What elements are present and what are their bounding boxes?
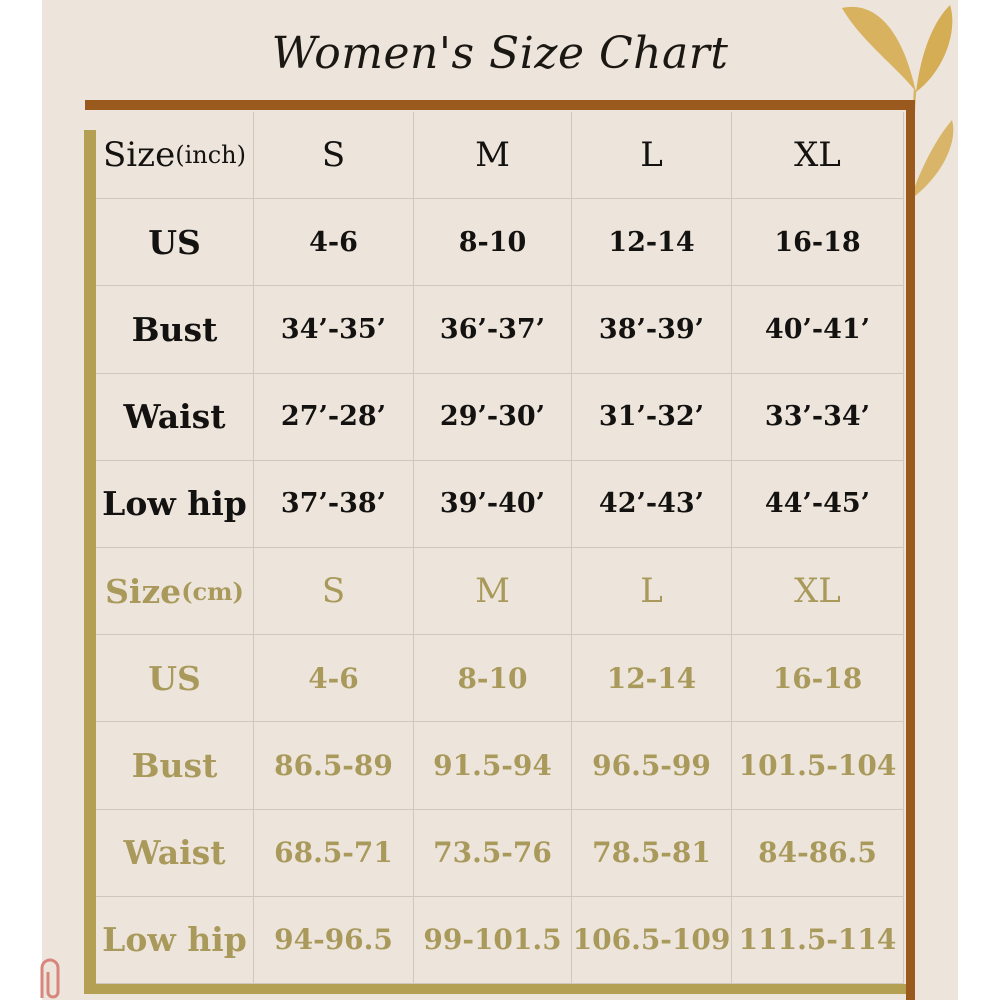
- size-chart-table: [96, 112, 904, 984]
- header-unit: (cm): [181, 576, 244, 606]
- frame-top-bar: [85, 100, 915, 110]
- table-cell: 96.5-99: [572, 722, 732, 809]
- table-cell: 68.5-71: [254, 810, 414, 897]
- table-cell: 44’-45’: [732, 461, 904, 548]
- table-cell: 84-86.5: [732, 810, 904, 897]
- table-cell: 12-14: [572, 199, 732, 286]
- table-cell: 73.5-76: [414, 810, 572, 897]
- table-cell: 106.5-109: [572, 897, 732, 984]
- table-cell: 33’-34’: [732, 374, 904, 461]
- paperclip-icon: [34, 952, 74, 1000]
- table-cell: 40’-41’: [732, 286, 904, 373]
- row-label-waist: Waist: [96, 810, 254, 897]
- header-label: Size: [103, 135, 176, 176]
- table-cell: 34’-35’: [254, 286, 414, 373]
- table-cell: 27’-28’: [254, 374, 414, 461]
- frame-left-bar: [84, 130, 96, 990]
- header-size-s: S: [254, 548, 414, 635]
- row-label-bust: Bust: [96, 286, 254, 373]
- table-cell: 31’-32’: [572, 374, 732, 461]
- header-size-m: M: [414, 112, 572, 199]
- table-cell: 101.5-104: [732, 722, 904, 809]
- table-cell: 91.5-94: [414, 722, 572, 809]
- header-label: Size: [105, 571, 182, 611]
- row-label-bust: Bust: [96, 722, 254, 809]
- table-cell: 4-6: [254, 199, 414, 286]
- header-size-s: S: [254, 112, 414, 199]
- page-title: Women's Size Chart: [271, 28, 729, 79]
- table-cell: 42’-43’: [572, 461, 732, 548]
- table-cell: 39’-40’: [414, 461, 572, 548]
- frame-right-bar: [906, 100, 915, 1000]
- table-cell: 4-6: [254, 635, 414, 722]
- header-unit: (inch): [175, 141, 246, 170]
- row-label-waist: Waist: [96, 374, 254, 461]
- row-label-low-hip: Low hip: [96, 461, 254, 548]
- table-cell: 111.5-114: [732, 897, 904, 984]
- header-size-xl: XL: [732, 548, 904, 635]
- table-cell: 37’-38’: [254, 461, 414, 548]
- row-label-us: US: [96, 199, 254, 286]
- header-size-m: M: [414, 548, 572, 635]
- header-size-l: L: [572, 112, 732, 199]
- table-cell: 94-96.5: [254, 897, 414, 984]
- frame-bottom-bar: [84, 984, 906, 994]
- row-label-us: US: [96, 635, 254, 722]
- header-size-inch: [96, 112, 254, 199]
- table-cell: 12-14: [572, 635, 732, 722]
- row-label-low-hip: Low hip: [96, 897, 254, 984]
- table-cell: 16-18: [732, 199, 904, 286]
- table-cell: 86.5-89: [254, 722, 414, 809]
- header-size-l: L: [572, 548, 732, 635]
- table-cell: 8-10: [414, 199, 572, 286]
- table-cell: 99-101.5: [414, 897, 572, 984]
- header-size-cm: [96, 548, 254, 635]
- table-cell: 78.5-81: [572, 810, 732, 897]
- header-size-xl: XL: [732, 112, 904, 199]
- table-cell: 38’-39’: [572, 286, 732, 373]
- table-cell: 36’-37’: [414, 286, 572, 373]
- table-cell: 16-18: [732, 635, 904, 722]
- table-cell: 8-10: [414, 635, 572, 722]
- table-cell: 29’-30’: [414, 374, 572, 461]
